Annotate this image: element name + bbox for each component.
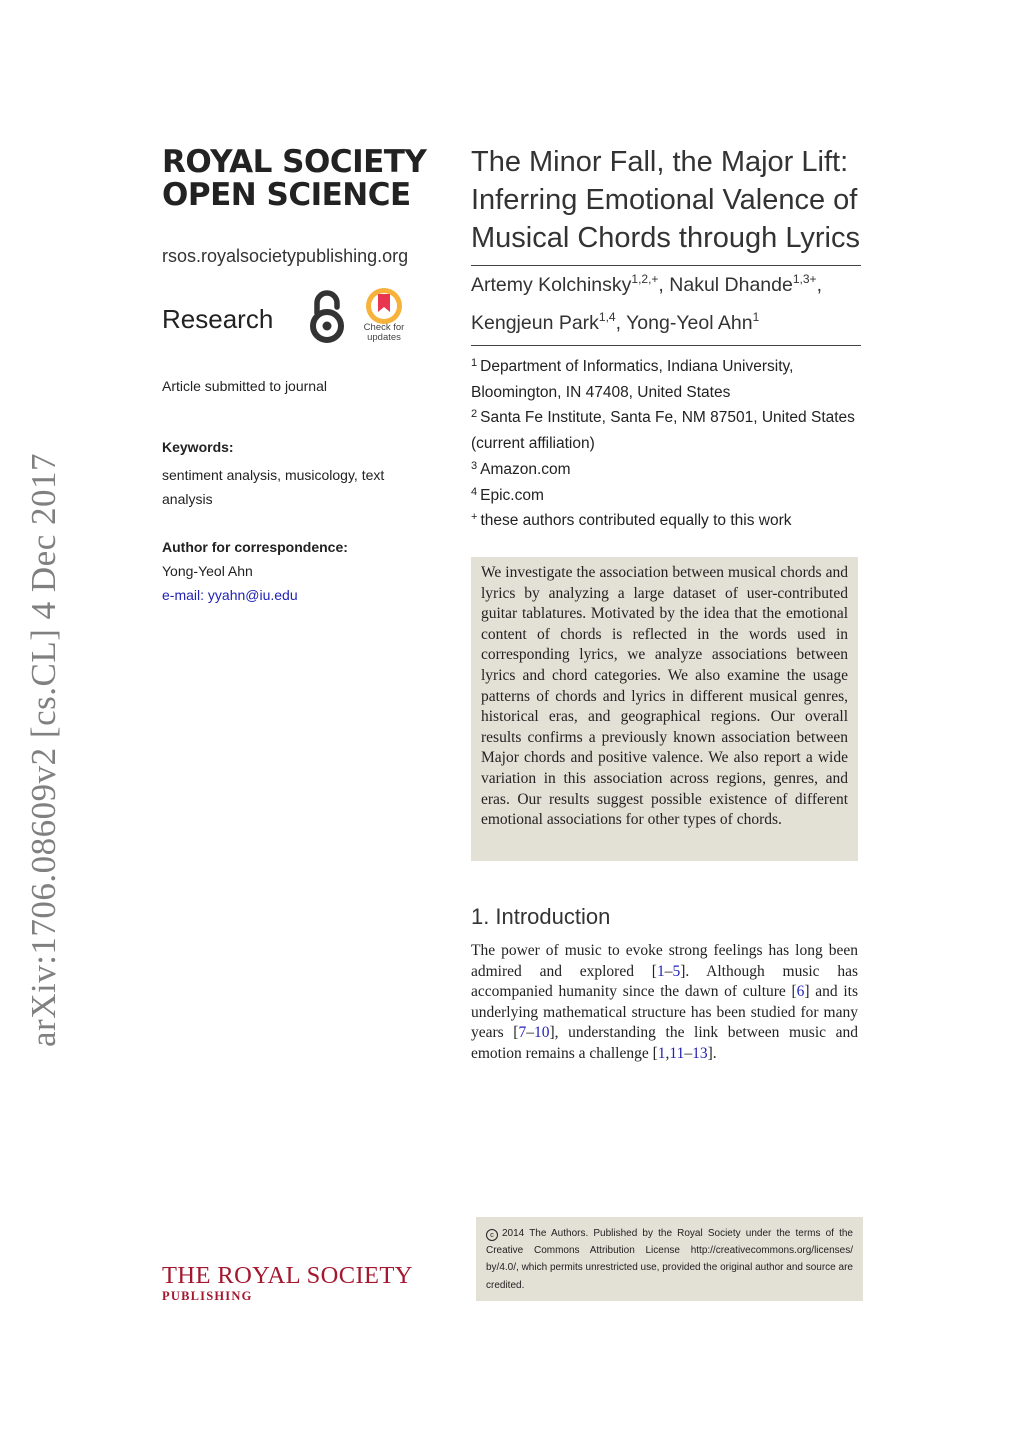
section-label: Research xyxy=(162,304,274,334)
submission-note: Article submitted to journal xyxy=(162,378,327,394)
citation-link[interactable]: 1 xyxy=(656,962,665,980)
open-access-icon xyxy=(308,289,346,343)
check-for-updates-line1: Check for xyxy=(363,322,405,333)
paper-title: The Minor Fall, the Major Lift: Inferring Emotional Valence of Musical Chords through Lyrics xyxy=(471,146,860,254)
copyright-icon: c xyxy=(486,1229,498,1241)
journal-title xyxy=(162,146,462,212)
author-affil-marks: 1 xyxy=(752,310,760,324)
citation-link[interactable]: 10 xyxy=(533,1024,550,1042)
intro-text: The power of music to evoke strong feelings has long been admired and explored [ xyxy=(471,942,858,980)
abstract-text: We investigate the association between musical chords and lyrics by analyzing a large dataset of user-contributed guitar tablatures. Motivated by the idea that the emotional content of chords is reflected in the words used in corresponding lyrics, we analyze associations between lyrics and chord categories. We also examine the usage patterns of chords and lyrics in different musical genres, historical eras, and geographical regions. Our overall results confirms a previously known association between Major chords and positive valence. We also report a wide variation in this association across regions, genres, and eras. Our results suggest possible existence of different emotional associations for other types of chords. xyxy=(481,564,848,829)
affiliation-mark: 1 xyxy=(471,357,478,369)
author-affil-marks: 1,4 xyxy=(598,310,616,324)
keywords-heading: Keywords: xyxy=(162,439,234,455)
license-box xyxy=(476,1217,863,1301)
author-separator: , xyxy=(615,312,627,334)
author xyxy=(669,274,822,296)
affiliation-mark: 4 xyxy=(471,485,478,498)
affiliation-text: Amazon.com xyxy=(480,460,571,478)
check-for-updates-icon[interactable] xyxy=(364,286,404,326)
affiliation-text: Department of Informatics, Indiana University, Bloomington, IN 47408, United States xyxy=(471,358,794,401)
affiliation-mark: 2 xyxy=(471,408,478,421)
author xyxy=(471,274,669,296)
section-number: 1. xyxy=(471,904,490,929)
affiliation-item xyxy=(471,354,866,405)
author xyxy=(471,312,626,334)
abstract-box xyxy=(471,557,858,861)
publisher-logo-name: THE ROYAL SOCIETY xyxy=(162,1262,413,1289)
affiliation-text: these authors contributed equally to this work xyxy=(480,512,792,530)
author-name: Yong-Yeol Ahn xyxy=(626,312,753,334)
citation-comma: , xyxy=(665,1044,670,1062)
author-affil-marks: 1,3+ xyxy=(792,272,817,286)
citation-link[interactable]: 1 xyxy=(657,1044,666,1062)
citation-dash: – xyxy=(684,1044,693,1062)
check-for-updates-line2: updates xyxy=(367,332,401,343)
citation-dash: – xyxy=(664,962,673,980)
email-address[interactable]: yyahn@iu.edu xyxy=(207,587,298,603)
intro-text: ] and its underlying mathematical structure has been studied for many years [ xyxy=(471,983,859,1042)
correspondence-heading: Author for correspondence: xyxy=(162,539,348,555)
affiliation-item xyxy=(471,405,866,456)
introduction-paragraph xyxy=(471,941,858,1065)
citation-link[interactable]: 7 xyxy=(518,1024,527,1042)
correspondence-email-link[interactable] xyxy=(162,587,298,603)
citation-link[interactable]: 13 xyxy=(692,1044,708,1062)
keywords-text: sentiment analysis, musicology, text analysis xyxy=(162,467,385,507)
section-heading-introduction xyxy=(471,904,610,930)
intro-text: ], understanding the link between music and emotion remains a challenge [ xyxy=(471,1024,858,1062)
license-text-block xyxy=(486,1225,853,1294)
citation-link[interactable]: 5 xyxy=(672,962,681,980)
affiliation-mark: 3 xyxy=(471,459,478,472)
author-name: Kengjeun Park xyxy=(471,312,599,334)
author-name: Nakul Dhande xyxy=(669,274,793,296)
publisher-logo-sub: PUBLISHING xyxy=(162,1289,253,1303)
intro-text: ]. xyxy=(707,1044,717,1062)
affiliation-text: Santa Fe Institute, Santa Fe, NM 87501, United States (current affiliation) xyxy=(471,409,855,453)
affiliation-item xyxy=(471,483,866,509)
correspondence-name: Yong-Yeol Ahn xyxy=(162,563,253,579)
journal-title-line1: ROYAL SOCIETY xyxy=(162,144,427,180)
email-label: e-mail: xyxy=(162,587,208,603)
license-text: 2014 The Authors. Published by the Royal Society under the terms of the Creative Commons Attribution License http://creativecommons.org/licenses/ by/4.0/, which permits unrestricted use, provided the original author and source are credited. xyxy=(486,1228,853,1291)
author-separator: , xyxy=(658,274,670,296)
affiliation-list xyxy=(471,354,866,534)
affiliation-item xyxy=(471,457,866,483)
affiliation-mark: + xyxy=(471,511,478,524)
section-title: Introduction xyxy=(495,904,611,929)
citation-dash: – xyxy=(526,1024,534,1042)
arxiv-stamp-text: arXiv:1706.08609v2 [cs.CL] 4 Dec 2017 xyxy=(24,453,63,1047)
author-list xyxy=(471,266,866,342)
author-name: Artemy Kolchinsky xyxy=(471,274,632,296)
citation-link[interactable]: 11 xyxy=(669,1044,685,1062)
citation-link[interactable]: 6 xyxy=(796,983,805,1001)
author-separator: , xyxy=(816,274,822,296)
journal-url[interactable]: rsos.royalsocietypublishing.org xyxy=(162,246,409,266)
journal-title-line2: OPEN SCIENCE xyxy=(162,177,411,213)
affiliation-item xyxy=(471,508,866,534)
check-for-updates-label[interactable] xyxy=(354,323,414,343)
authors-divider xyxy=(471,345,861,346)
author xyxy=(626,312,759,334)
affiliation-text: Epic.com xyxy=(480,486,544,504)
author-affil-marks: 1,2,+ xyxy=(631,272,659,286)
intro-text: ]. Although music has accompanied humanity since the dawn of culture [ xyxy=(471,962,858,1001)
